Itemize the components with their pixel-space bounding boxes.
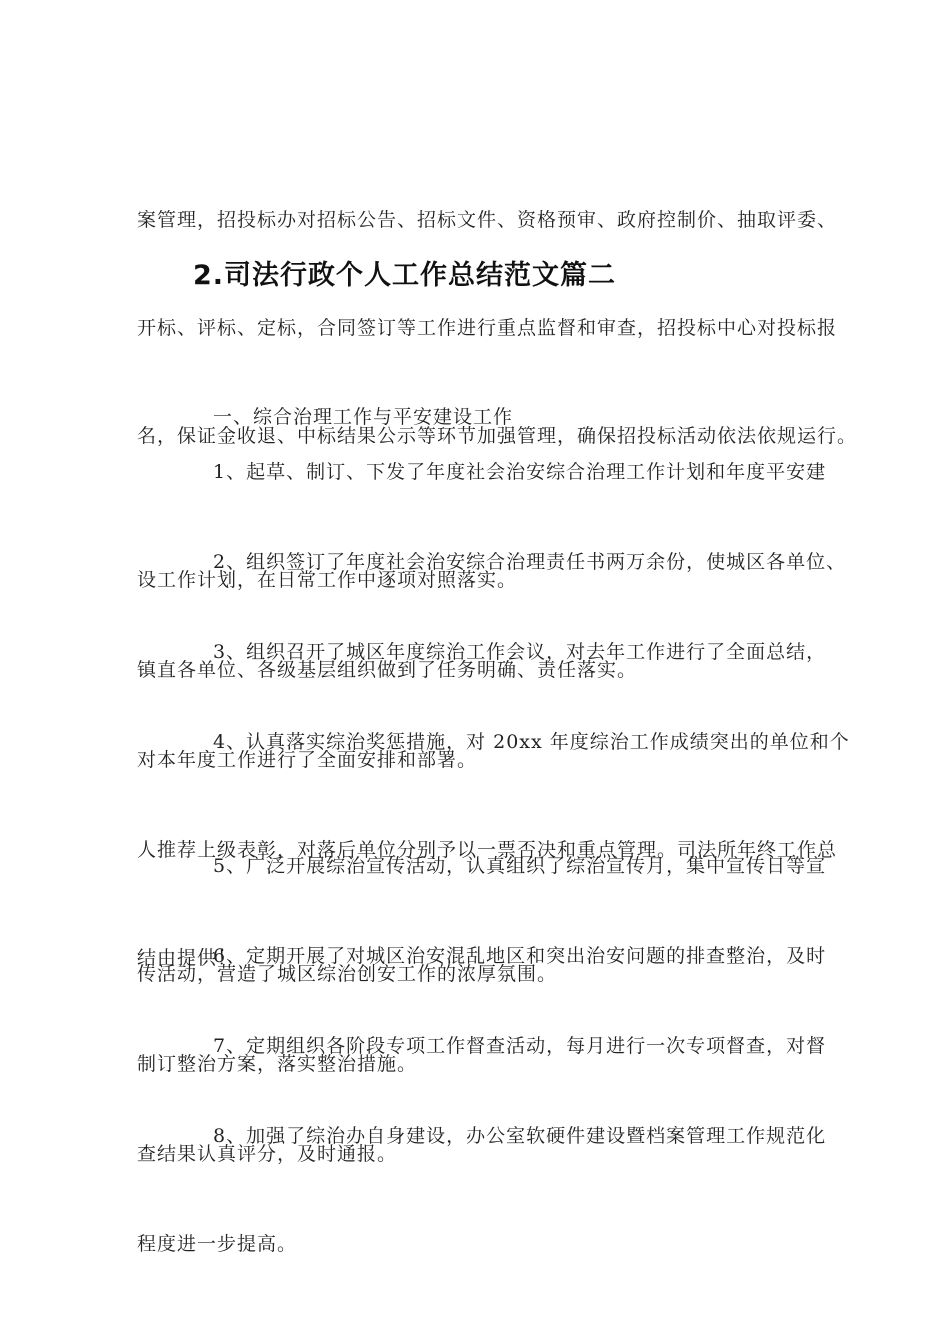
intro-line: 开标、评标、定标，合同签订等工作进行重点监督和审查，招投标中心对投标报 xyxy=(137,317,838,339)
item-line: 结由提供！ xyxy=(137,947,238,969)
item-line: 设工作计划，在日常工作中逐项对照落实。 xyxy=(137,569,518,591)
section-heading: 2.司法行政个人工作总结范文篇二 xyxy=(193,260,617,291)
item-line: 8、加强了综治办自身建设，办公室软硬件建设暨档案管理工作规范化 xyxy=(213,1125,827,1147)
item-line: 2、组织签订了年度社会治安综合治理责任书两万余份，使城区各单位、 xyxy=(213,551,847,573)
item-line: 4、认真落实综治奖惩措施，对 20xx 年度综治工作成绩突出的单位和个 xyxy=(213,731,850,753)
intro-line: 名，保证金收退、中标结果公示等环节加强管理，确保招投标活动依法依规运行。 xyxy=(137,425,858,447)
item-line: 传活动，营造了城区综治创安工作的浓厚氛围。 xyxy=(137,963,558,985)
section-title: 一、综合治理工作与平安建设工作 xyxy=(213,406,514,428)
item-line: 3、组织召开了城区年度综治工作会议，对去年工作进行了全面总结， xyxy=(213,641,827,663)
item-line: 镇直各单位、各级基层组织做到了任务明确、责任落实。 xyxy=(137,659,638,681)
item-line: 查结果认真评分，及时通报。 xyxy=(137,1143,398,1165)
item-line: 6、定期开展了对城区治安混乱地区和突出治安问题的排查整治，及时 xyxy=(213,945,827,967)
item-line: 制订整治方案，落实整治措施。 xyxy=(137,1053,418,1075)
item-line: 7、定期组织各阶段专项工作督查活动，每月进行一次专项督查，对督 xyxy=(213,1035,827,1057)
item-line: 对本年度工作进行了全面安排和部署。 xyxy=(137,749,478,771)
item-line: 程度进一步提高。 xyxy=(137,1233,298,1255)
item-line: 人推荐上级表彰，对落后单位分别予以一票否决和重点管理。司法所年终工作总 xyxy=(137,839,838,861)
intro-line: 案管理，招投标办对招标公告、招标文件、资格预审、政府控制价、抽取评委、 xyxy=(137,209,838,231)
item-line: 1、起草、制订、下发了年度社会治安综合治理工作计划和年度平安建 xyxy=(213,461,827,483)
item-line: 5、广泛开展综治宣传活动，认真组织了综治宣传月，集中宣传日等宣 xyxy=(213,855,827,877)
